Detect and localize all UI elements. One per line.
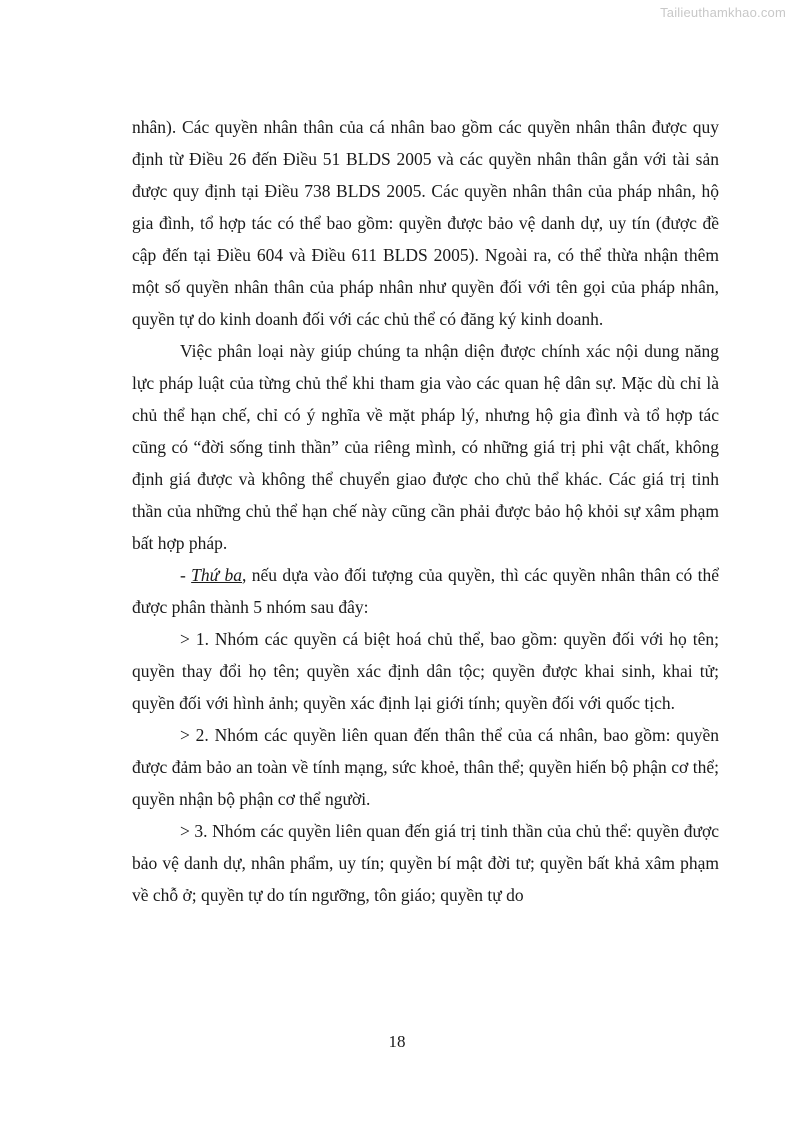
paragraph-continued: nhân). Các quyền nhân thân của cá nhân bao gồm các quyền nhân thân được quy định từ Điều 26 đến Điều 51 BLDS 2005 và các quyền nhân thân gắn với tài sản được quy định tại Điều 738 BLDS 2005. Các quyền nhân thân của pháp nhân, hộ gia đình, tổ hợp tác có thể bao gồm: quyền được bảo vệ danh dự, uy tín (được đề cập đến tại Điều 604 và Điều 611 BLDS 2005). Ngoài ra, có thể thừa nhận thêm một số quyền nhân thân của pháp nhân như quyền đối với tên gọi của pháp nhân, quyền tự do kinh doanh đối với các chủ thể có đăng ký kinh doanh. (132, 117, 719, 329)
list-item-group-2: > 2. Nhóm các quyền liên quan đến thân thể của cá nhân, bao gồm: quyền được đảm bảo an toàn về tính mạng, sức khoẻ, thân thể; quyền hiến bộ phận cơ thể; quyền nhận bộ phận cơ thể người. (132, 725, 719, 809)
watermark: Tailieuthamkhao.com (660, 5, 786, 20)
paragraph-third-criterion-text: , nếu dựa vào đối tượng của quyền, thì các quyền nhân thân có thể được phân thành 5 nhóm sau đây: (132, 565, 719, 617)
emphasis-thu-ba: Thứ ba (191, 565, 243, 585)
paragraph-third-criterion (132, 559, 719, 623)
page-number: 18 (388, 1032, 406, 1051)
page-body (132, 111, 719, 911)
list-item-group-1: > 1. Nhóm các quyền cá biệt hoá chủ thể, bao gồm: quyền đối với họ tên; quyền thay đổi họ tên; quyền xác định dân tộc; quyền được khai sinh, khai tử; quyền đối với hình ảnh; quyền xác định lại giới tính; quyền đối với quốc tịch. (132, 629, 719, 713)
dash-prefix: - (180, 565, 192, 585)
list-item-group-3: > 3. Nhóm các quyền liên quan đến giá trị tinh thần của chủ thể: quyền được bảo vệ danh dự, nhân phẩm, uy tín; quyền bí mật đời tư; quyền bất khả xâm phạm về chỗ ở; quyền tự do tín ngưỡng, tôn giáo; quyền tự do (132, 821, 719, 905)
paragraph-classification: Việc phân loại này giúp chúng ta nhận diện được chính xác nội dung năng lực pháp luật của từng chủ thể khi tham gia vào các quan hệ dân sự. Mặc dù chỉ là chủ thể hạn chế, chỉ có ý nghĩa về mặt pháp lý, nhưng hộ gia đình và tổ hợp tác cũng có “đời sống tinh thần” của riêng mình, có những giá trị phi vật chất, không định giá được và không thể chuyển giao được cho chủ thể khác. Các giá trị tinh thần của những chủ thể hạn chế này cũng cần phải được bảo hộ khỏi sự xâm phạm bất hợp pháp. (132, 341, 719, 553)
